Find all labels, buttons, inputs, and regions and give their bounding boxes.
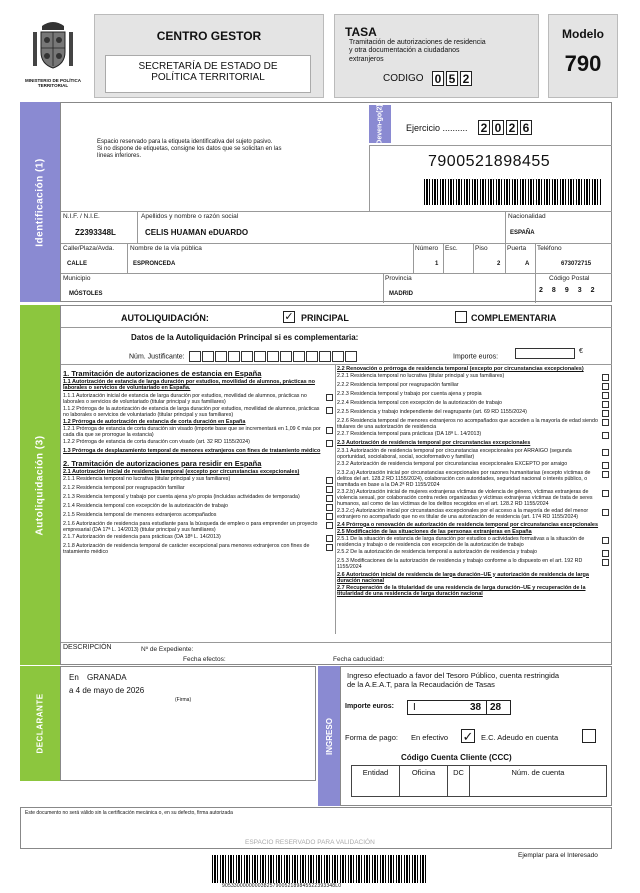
identificacion-section-label: Identificación (1) — [34, 157, 46, 247]
calle-field[interactable]: CALLE — [67, 261, 87, 267]
codigo-row — [345, 70, 538, 88]
tramite-right-text: 2.3.1 Autorización de residencia temporal por circunstancias excepcionales por ARRAIGO (segunda oportunidad, sociolaboral, social, socioformativo y familiar) — [337, 447, 572, 460]
tasa-box — [334, 14, 539, 98]
tramite-left-row — [63, 543, 333, 555]
tramite-right-row — [337, 529, 609, 535]
modelo-box — [548, 14, 618, 98]
ministry-name-line1: MINISTERIO DE POLÍTICA — [24, 78, 81, 83]
tramite-right-text: 2.3.2.c) Autorización inicial por circunstancias excepcionales por el acceso a la mayoría de edad del menor extranjero no acompañado que no es titular de una autorización de residencia (art. 174 RD 1155/2024) — [337, 508, 589, 521]
principal-checkbox[interactable]: ✓ — [284, 311, 294, 323]
tramite-left-checkbox[interactable] — [326, 427, 333, 434]
tramite-right-text: 2.5.3 Modificaciones de la autorización de residencia y trabajo conforme a lo dispuesto en el art. 192 RD 1155/2024 — [337, 558, 583, 571]
tramite-right-row — [337, 448, 609, 460]
telefono-field[interactable]: 673072715 — [561, 261, 592, 267]
declarante-section-label: DECLARANTE — [35, 693, 45, 754]
tramite-left-row — [63, 456, 333, 468]
tasa-description-line2: y otra documentación a ciudadanos — [349, 47, 460, 55]
ciudad-field[interactable]: GRANADA — [87, 673, 127, 682]
tramite-right-text: 2.3 Autorización de residencia temporal por circunstancias excepcionales — [337, 440, 531, 447]
tramite-left-row — [63, 521, 333, 533]
tramite-right-text: 2.5.2 De la autorización de residencia temporal a autorización de residencia y trabajo — [337, 549, 537, 556]
tramite-left-row — [63, 393, 333, 405]
tramite-left-checkbox[interactable] — [326, 513, 333, 520]
etiqueta-instructions-line3: líneas inferiores. — [97, 153, 142, 160]
adeudo-label: E.C. Adeudo en cuenta — [481, 733, 559, 742]
tramite-right-checkbox[interactable] — [602, 449, 609, 456]
expediente-label: Nº de Expediente: — [141, 646, 194, 653]
tramite-left-text: 2.1.8 Autorización de residencia temporal de carácter excepcional para menores extranjeros con fines de tratamiento médico — [63, 543, 310, 556]
tramite-left-text: 2.1 Autorización inicial de residencia temporal (excepto por circunstancias excepcionales) — [63, 468, 300, 475]
tramite-left-checkbox[interactable] — [326, 522, 333, 529]
euro-sign: € — [579, 348, 583, 355]
autoliquidacion-sidebar — [20, 305, 60, 665]
importe-complementaria-input[interactable] — [515, 348, 575, 359]
espacio-validacion-label: ESPACIO RESERVADO PARA VALIDACIÓN — [245, 839, 375, 846]
tramite-right-row — [337, 440, 609, 446]
tramite-left-text: 2.1.6 Autorización de residencia para estudiante para la búsqueda de empleo o para emprender un proyecto empresarial (DA 17ª L. 14/2013) (titular principal y sus familiares) — [63, 521, 318, 534]
tramite-left-checkbox[interactable] — [326, 407, 333, 414]
tramite-left-text: 1.2.1 Prórroga de estancia de corta duración sin visado (importe base que se incrementará en 1,09 € más por cada día que se prorrogue la estancia) — [63, 426, 321, 439]
tramite-left-row — [63, 406, 333, 418]
nacionalidad-field[interactable]: ESPAÑA — [510, 230, 535, 236]
tramite-left-text: 2.1.4 Residencia temporal con excepción de la autorización de trabajo — [63, 503, 228, 510]
tramite-left-row — [63, 503, 333, 511]
ejercicio-label: Ejercicio .......... — [406, 122, 468, 133]
ingreso-text-line1: Ingreso efectuado a favor del Tesoro Público, cuenta restringida — [347, 671, 560, 680]
tramite-right-row — [337, 522, 609, 528]
tramite-right-text: 2.4 Prórroga o renovación de autorización de residencia temporal por circunstancias excepcionales — [337, 521, 599, 528]
importe-prefix: I — [413, 702, 416, 713]
tramite-left-checkbox[interactable] — [326, 394, 333, 401]
tramite-left-text: 1.1 Autorización de estancia de larga duración por estudios, movilidad de alumnos, prácticas no laborales o servicios de voluntariado en España. — [63, 379, 315, 392]
tramite-right-row — [337, 366, 609, 372]
cp-digit: 8 — [551, 287, 565, 294]
cp-digit: 3 — [577, 287, 591, 294]
descripcion-label: DESCRIPCIÓN — [63, 644, 112, 651]
ingreso-text — [347, 671, 609, 689]
tramite-left-text: 1.2.2 Prórroga de estancia de corta duración con visado (art. 32 RD 1155/2024) — [63, 439, 250, 446]
tramite-right-text: 2.3.2 Autorización de residencia temporal por circunstancias excepcionales EXCEPTO por arraigo — [337, 460, 568, 467]
centro-gestor-name-box — [105, 55, 311, 93]
tramites-right-column — [337, 366, 609, 636]
centro-gestor-box — [94, 14, 324, 98]
tramite-right-text: 2.2 Renovación o prórroga de residencia temporal (excepto por circunstancias excepcionales) — [337, 366, 584, 372]
tramite-left-text: 2. Tramitación de autorizaciones para residir en España — [63, 458, 262, 468]
tramite-left-row — [63, 469, 333, 475]
tramite-left-text: 2.1.1 Residencia temporal no lucrativa (titular principal y sus familiares) — [63, 476, 231, 483]
tramite-right-checkbox[interactable] — [602, 401, 609, 408]
complementaria-checkbox[interactable] — [455, 311, 467, 323]
puerta-field[interactable]: A — [525, 261, 530, 267]
ccc-oficina-field[interactable] — [400, 766, 448, 796]
nif-label: N.I.F. / N.I.E. — [63, 213, 100, 220]
tramite-left-text: 1. Tramitación de autorizaciones de estancia en España — [63, 369, 262, 378]
forma-pago-label: Forma de pago: — [345, 733, 398, 742]
tramite-right-checkbox[interactable] — [602, 410, 609, 417]
tramite-right-text: 2.2.4 Residencia temporal con excepción de la autorización de trabajo — [337, 400, 502, 407]
modelo-number: 790 — [564, 51, 602, 76]
ministry-name-line2: TERRITORIAL — [37, 82, 69, 88]
cp-digit: 2 — [590, 287, 604, 294]
piso-field[interactable]: 2 — [497, 261, 501, 267]
tramite-left-text: 1.3 Prórroga de desplazamiento temporal de menores extranjeros con fines de tratamiento médico — [63, 448, 321, 455]
document-barcode — [212, 855, 426, 883]
num-justificante-input[interactable] — [189, 348, 358, 365]
ingreso-section — [340, 666, 612, 806]
cp-label: Código Postal — [549, 275, 590, 282]
tramite-right-checkbox[interactable] — [602, 383, 609, 390]
principal-label: PRINCIPAL — [301, 313, 349, 323]
num-justificante-label: Núm. Justificante: — [129, 353, 185, 361]
tramite-left-checkbox[interactable] — [326, 504, 333, 511]
tramite-right-row — [337, 409, 609, 417]
ingreso-sidebar — [318, 666, 340, 806]
numero-label: Número — [415, 245, 439, 252]
importe-entero: 38 — [470, 702, 482, 713]
ccc-title: Código Cuenta Cliente (CCC) — [401, 753, 512, 762]
tramite-left-row — [63, 494, 333, 502]
modelo-label: Modelo — [562, 27, 604, 41]
tramite-left-row — [63, 419, 333, 425]
calle-label: Calle/Plaza/Avda. — [63, 245, 115, 252]
provincia-field[interactable]: MADRID — [389, 291, 413, 297]
centro-gestor-title: CENTRO GESTOR — [156, 29, 262, 43]
tramite-left-text: 1.1.2 Prórroga de la autorización de estancia de larga duración por estudios, movilidad de alumnos, prácticas no laborales o servicios de voluntariado (titular principal y sus familiares) — [63, 405, 320, 418]
tramite-right-row — [337, 461, 609, 469]
declarante-sidebar — [20, 666, 60, 781]
ministry-logo — [18, 18, 88, 90]
efectivo-checkbox[interactable]: ✓ — [462, 729, 474, 744]
tramite-left-text: 2.1.7 Autorización de residencia para prácticas (DA 18ª L. 14/2013) — [63, 534, 221, 541]
ccc-dc-field[interactable] — [448, 766, 470, 796]
via-field[interactable]: ESPRONCEDA — [133, 261, 176, 267]
cp-digit: 2 — [539, 287, 552, 294]
tramite-right-checkbox[interactable] — [602, 509, 609, 516]
tasa-description-line3: extranjeros — [349, 55, 384, 63]
numero-field[interactable]: 1 — [435, 261, 439, 267]
tramite-right-row — [337, 572, 609, 585]
etiqueta-instructions — [97, 139, 377, 160]
identificacion-section — [60, 102, 612, 302]
codigo-digit: 2 — [460, 71, 472, 86]
tramite-right-checkbox[interactable] — [602, 559, 609, 566]
centro-gestor-name-line2: POLÍTICA TERRITORIAL — [151, 72, 265, 83]
complementaria-label: COMPLEMENTARIA — [471, 313, 557, 323]
tramite-left-row — [63, 366, 333, 378]
tramite-left-row — [63, 379, 333, 392]
datos-principal-title: Datos de la Autoliquidación Principal si es complementaria: — [131, 333, 359, 342]
tasa-title: TASA — [345, 25, 377, 39]
tramite-right-text: 2.2.2 Residencia temporal por reagrupación familiar — [337, 382, 459, 389]
cp-field[interactable] — [539, 287, 604, 294]
tramite-right-checkbox[interactable] — [602, 490, 609, 497]
fecha-efectos-label: Fecha efectos: — [183, 656, 226, 663]
tramites-left-column — [63, 366, 333, 626]
tramite-right-text: 2.3.2.b) Autorización inicial de mujeres extranjeras víctimas de violencia de género, víctimas extranjeras de violencia sexual, por colaboración contra redes organizadas y víctimas extranjeras víctimas de trata de seres humanos, así como de las víctimas de los delitos recogidos en el art. 128.2 RD 1155/2024 — [337, 489, 593, 508]
tramite-right-row — [337, 391, 609, 399]
tramite-right-row — [337, 558, 609, 570]
tramite-right-checkbox[interactable] — [602, 432, 609, 439]
ccc-cuenta-field[interactable] — [470, 766, 606, 796]
tramite-right-row — [337, 400, 609, 408]
declarante-lugar-row — [69, 673, 127, 682]
importe-decimal: 28 — [490, 702, 502, 713]
importe-euros-field[interactable] — [407, 700, 511, 715]
ejemplar-label: Ejemplar para el Interesado — [518, 852, 598, 859]
tramite-right-text: 2.2.6 Residencia temporal de menores extranjeros no acompañados que acceden a la mayoría de edad siendo titulares de una autorización de residencia — [337, 418, 598, 431]
esc-label: Esc. — [445, 245, 458, 252]
ejercicio-row — [406, 119, 534, 137]
nif-field[interactable]: Z2393348L — [75, 228, 116, 237]
tramite-left-row — [63, 534, 333, 542]
tramite-right-checkbox[interactable] — [602, 537, 609, 544]
fecha-field[interactable]: a 4 de mayo de 2026 — [69, 686, 145, 695]
en-label: En — [69, 673, 79, 682]
tasa-description-line1: Tramitación de autorizaciones de residencia — [349, 39, 486, 46]
etiqueta-instructions-line1: Espacio reservado para la etiqueta identificativa del sujeto pasivo. — [97, 139, 273, 145]
tramite-left-checkbox[interactable] — [326, 535, 333, 542]
tramite-right-text: 2.3.2.a) Autorización inicial por circunstancias excepcionales por razones humanitarias (excepto víctimas de delitos del art. 128.2 RD 1155/2024), colaboración con autoridades, seguridad nacional o interés público, o tramitada en base a la DA 2ª RD 1155/2024 — [337, 469, 591, 489]
tramite-right-row — [337, 536, 609, 548]
codigo-label: CODIGO — [383, 73, 424, 85]
provincia-label: Provincia — [385, 275, 412, 282]
tramite-left-row — [63, 512, 333, 520]
ccc-cuenta-label: Núm. de cuenta — [511, 768, 565, 777]
efectivo-label: En efectivo — [411, 733, 449, 742]
ccc-entidad-field[interactable] — [352, 766, 400, 796]
nacionalidad-label: Nacionalidad — [508, 213, 546, 220]
tramite-left-checkbox[interactable] — [326, 440, 333, 447]
tramite-left-checkbox[interactable] — [326, 495, 333, 502]
tramite-right-row — [337, 373, 609, 381]
tramite-left-text: 1.2 Prórroga de autorización de estancia de corta duración en España — [63, 418, 246, 425]
tramite-right-checkbox[interactable] — [602, 471, 609, 478]
coat-of-arms-icon — [30, 18, 76, 74]
etiqueta-instructions-line2: Si no dispone de etiquetas, consigne los datos que se solicitan en las — [97, 146, 282, 153]
validacion-box — [20, 807, 612, 849]
tramite-right-row — [337, 489, 609, 507]
tramite-left-text: 1.1.1 Autorización inicial de estancia de larga duración por estudios, movilidad de alumnos, prácticas no laborales o servicios de voluntariado (titular principal y sus familiares) — [63, 392, 307, 405]
identificacion-sidebar — [20, 102, 60, 302]
ccc-dc-label: DC — [453, 768, 464, 777]
tramite-right-row — [337, 508, 609, 520]
nombre-field[interactable]: CELIS HUAMAN eDUARDO — [145, 228, 249, 237]
tramite-left-checkbox[interactable] — [326, 477, 333, 484]
barcode-number: 90533000000003825790052189845522393348L0 — [222, 883, 342, 889]
tramite-right-text: 2.2.5 Residencia y trabajo independiente del reagrupante (art. 69 RD 1155/2024) — [337, 409, 527, 416]
adeudo-checkbox[interactable] — [582, 729, 596, 743]
ingreso-text-line2: de la A.E.A.T, para la Recaudación de Tasas — [347, 680, 495, 689]
firma-label: (Firma) — [175, 697, 192, 703]
tramite-left-checkbox[interactable] — [326, 544, 333, 551]
via-label: Nombre de la vía pública — [130, 245, 202, 252]
ccc-entidad-label: Entidad — [362, 768, 389, 777]
centro-gestor-name-line1: SECRETARÍA DE ESTADO DE — [138, 61, 278, 72]
tramite-left-text: 2.1.3 Residencia temporal y trabajo por cuenta ajena y/o propia (incluidas actividades de temporada) — [63, 494, 300, 501]
autoliquidacion-section-label: Autoliquidación (3) — [34, 434, 46, 536]
tramite-right-checkbox[interactable] — [602, 462, 609, 469]
ejercicio-digit: 2 — [478, 120, 490, 135]
codigo-digit: 5 — [446, 71, 458, 86]
devengo-box — [369, 105, 391, 143]
tramite-left-row — [63, 426, 333, 438]
ccc-oficina-label: Oficina — [411, 768, 436, 777]
tramite-right-text: 2.5 Modificación de las situaciones de las personas extranjeras en España — [337, 528, 532, 535]
tramite-right-checkbox[interactable] — [602, 419, 609, 426]
tramite-right-checkbox[interactable] — [602, 550, 609, 557]
tramite-left-row — [63, 476, 333, 484]
tramite-right-row — [337, 470, 609, 488]
tramite-left-checkbox[interactable] — [326, 486, 333, 493]
codigo-digit: 0 — [432, 71, 444, 86]
ccc-table — [351, 765, 607, 797]
municipio-field[interactable]: MÓSTOLES — [69, 291, 103, 297]
telefono-label: Teléfono — [537, 245, 562, 252]
ejercicio-digit: 0 — [492, 120, 504, 135]
tramite-right-row — [337, 549, 609, 557]
ingreso-section-label: INGRESO — [324, 717, 334, 755]
cp-digit: 9 — [564, 287, 578, 294]
tramite-left-row — [63, 448, 333, 454]
validez-note: Este documento no será válido sin la certificación mecánica o, en su defecto, firma autorizada — [25, 810, 233, 816]
tramite-left-text: 2.1.5 Residencia temporal de menores extranjeros acompañados — [63, 512, 217, 519]
municipio-label: Municipio — [63, 275, 91, 282]
tramite-right-text: 2.5.1 De la situación de estancia de larga duración por estudios o actividades formativas a la situación de residencia y trabajo o de residencia con excepción de la autorización de trabajo — [337, 536, 585, 549]
puerta-label: Puerta — [507, 245, 527, 252]
justificante-barcode — [424, 179, 602, 205]
tramite-right-text: 2.6 Autorización inicial de residencia de larga duración–UE y autorización de residencia de larga duración nacional — [337, 571, 589, 584]
tramite-left-text: 2.1.2 Residencia temporal por reagrupación familiar — [63, 485, 185, 492]
piso-label: Piso — [475, 245, 488, 252]
fecha-caducidad-label: Fecha caducidad: — [333, 656, 385, 663]
nombre-label: Apellidos y nombre o razón social — [141, 213, 239, 220]
declarante-section — [60, 666, 316, 781]
tramite-right-text: 2.2.7 Residencia temporal para prácticas (DA 18ª L. 14/2013) — [337, 431, 482, 438]
devengo-label: Deven-go(2) — [376, 103, 384, 145]
tramite-right-text: 2.2.1 Residencia temporal no lucrativa (titular principal y sus familiares) — [337, 373, 505, 380]
autoliquidacion-title: AUTOLIQUIDACIÓN: — [121, 313, 209, 323]
tramite-left-row — [63, 439, 333, 447]
tramite-right-row — [337, 585, 609, 598]
ejercicio-digit: 2 — [506, 120, 518, 135]
tramite-right-text: 2.2.3 Residencia temporal y trabajo por cuenta ajena y propia — [337, 391, 482, 398]
tramite-left-row — [63, 485, 333, 493]
tramite-right-checkbox[interactable] — [602, 392, 609, 399]
tramite-right-text: 2.7 Recuperación de la titularidad de una residencia de larga duración–UE y recuperación de la titularidad de una residencia de larga duración nacional — [337, 585, 586, 598]
tramite-right-checkbox[interactable] — [602, 374, 609, 381]
tramite-right-row — [337, 382, 609, 390]
justificante-number: 7900521898455 — [428, 153, 551, 170]
importe-complementaria-label: Importe euros: — [453, 353, 499, 361]
tramite-right-row — [337, 431, 609, 439]
importe-euros-label: Importe euros: — [345, 703, 395, 710]
autoliquidacion-section — [60, 305, 612, 665]
tramite-right-row — [337, 418, 609, 430]
ejercicio-digit: 6 — [520, 120, 532, 135]
